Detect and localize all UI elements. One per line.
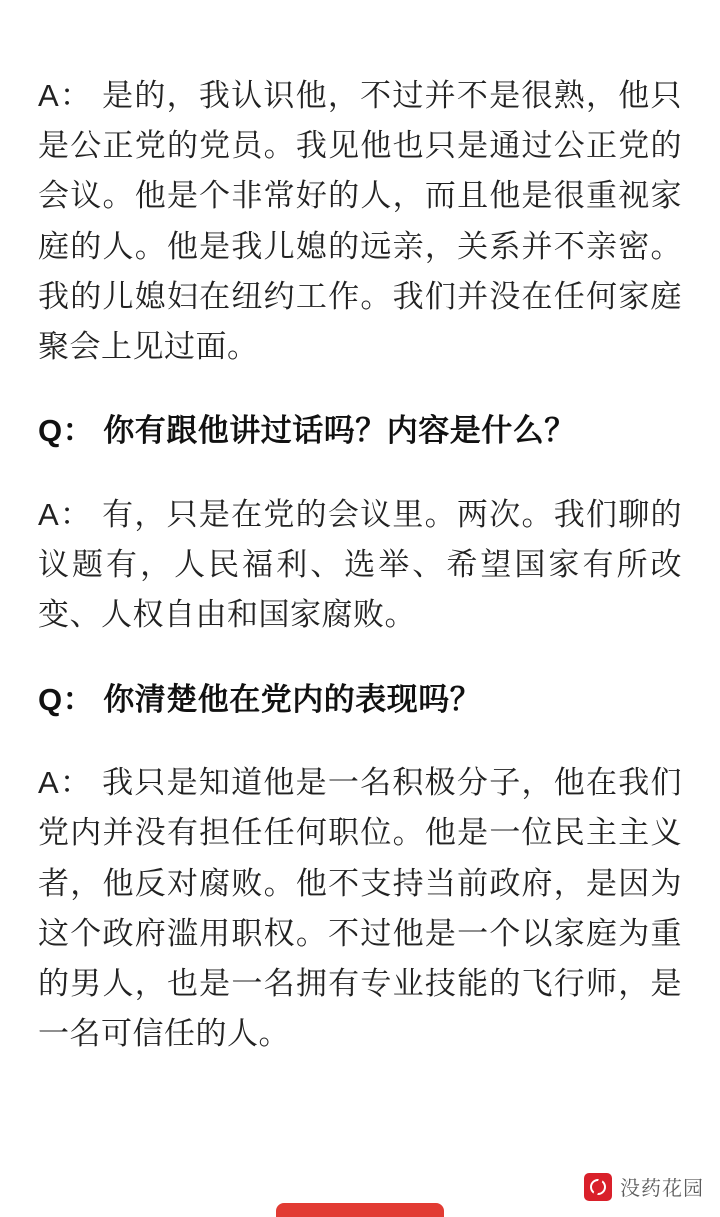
account-brand[interactable] — [584, 1172, 704, 1201]
qa-block-question-2 — [38, 675, 682, 725]
page-footer — [0, 1157, 720, 1217]
bottom-action-button[interactable] — [276, 1203, 444, 1217]
question-text: Q： 你有跟他讲过话吗？内容是什么？ — [38, 413, 576, 449]
question-text: Q： 你清楚他在党内的表现吗？ — [38, 681, 482, 717]
answer-text: A： 我只是知道他是一名积极分子，他在我们党内并没有担任任何职位。他是一位民主主义者，他反对腐败。他不支持当前政府，是因为这个政府滥用职权。不过他是一个以家庭为重的男人，也是一名拥有专业技能的飞行师，是一名可信任的人。 — [38, 765, 682, 1052]
qa-block-answer-2 — [38, 490, 682, 641]
answer-text: A： 有，只是在党的会议里。两次。我们聊的议题有，人民福利、选举、希望国家有所改变、人权自由和国家腐败。 — [38, 496, 682, 633]
qa-block-question-1 — [38, 406, 682, 456]
answer-text: A： 是的，我认识他，不过并不是很熟，他只是公正党的党员。我见他也只是通过公正党的会议。他是个非常好的人，而且他是很重视家庭的人。他是我儿媳的远亲，关系并不亲密。我的儿媳妇在纽约工作。我们并没在任何家庭聚会上见过面。 — [38, 78, 682, 365]
brand-name-label: 没药花园 — [620, 1178, 704, 1200]
qa-block-answer-3 — [38, 758, 682, 1059]
wechat-official-account-logo-icon — [584, 1173, 612, 1201]
qa-block-answer-1 — [38, 71, 682, 372]
